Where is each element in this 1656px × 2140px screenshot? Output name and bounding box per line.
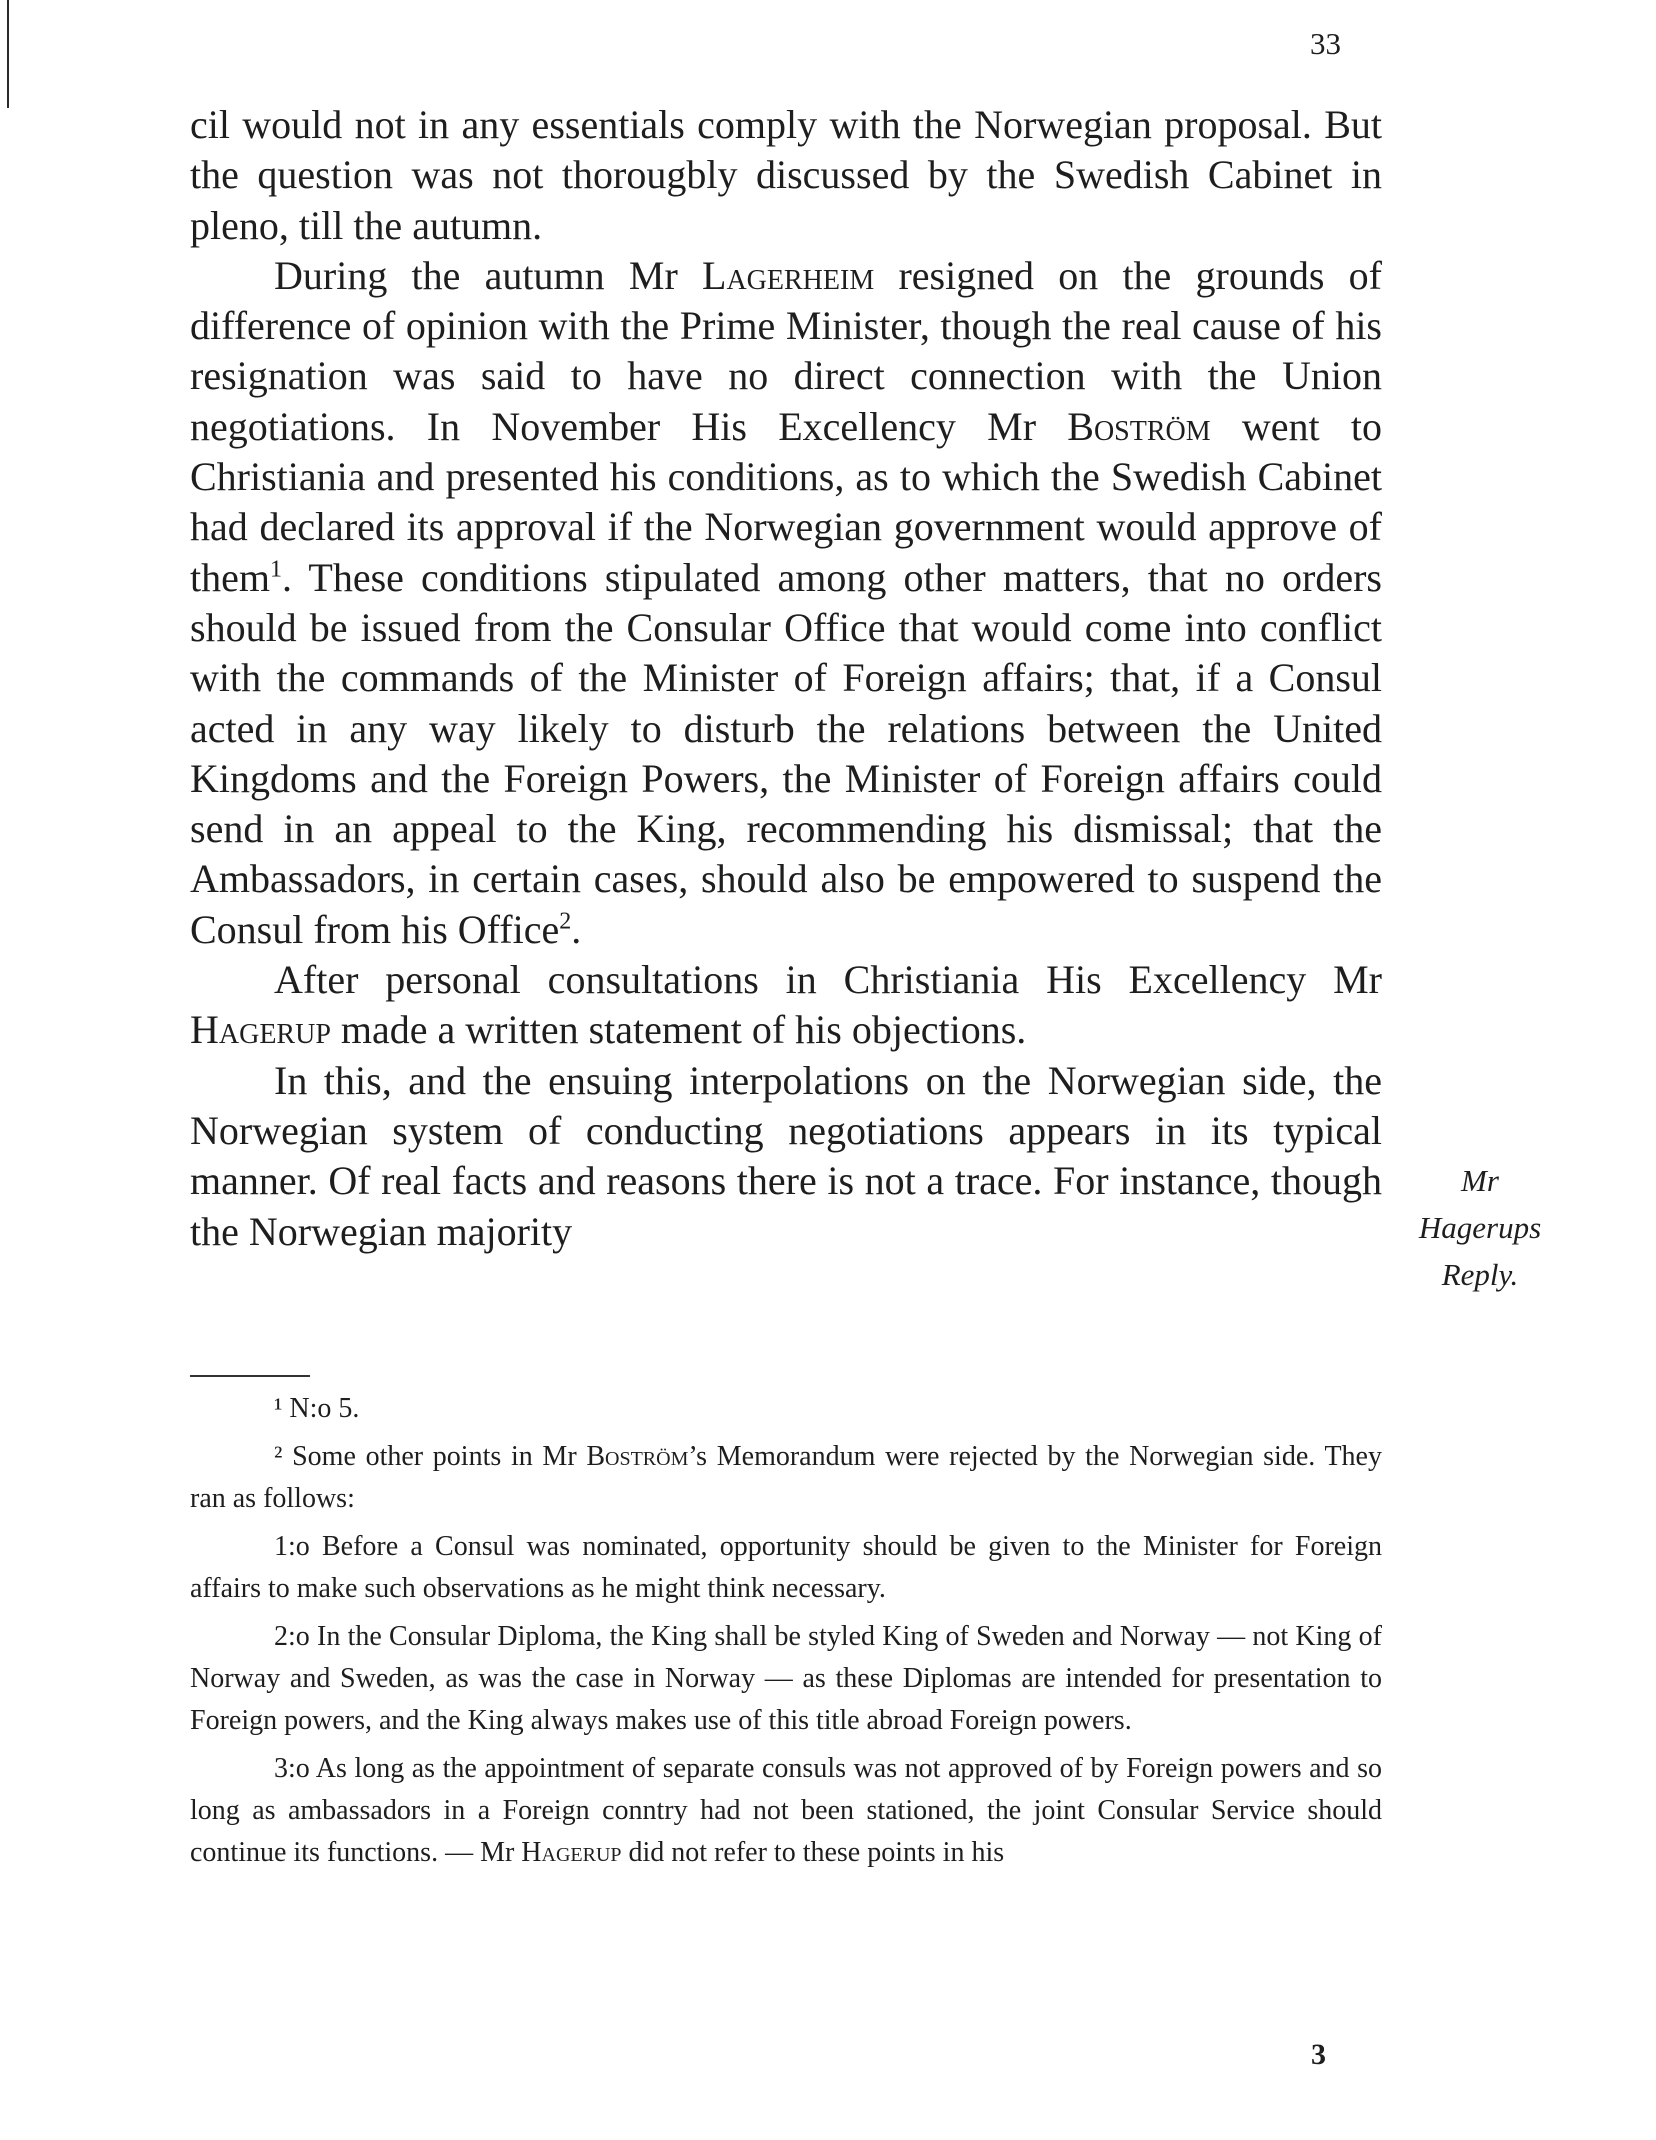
paragraph-2 <box>190 251 1382 955</box>
footnote-divider <box>190 1375 310 1377</box>
person-name-hagerup: Hagerup <box>521 1837 622 1868</box>
margin-note-line: Reply. <box>1441 1257 1519 1292</box>
text-run: After personal consultations in Christiania His Excellency Mr <box>274 957 1382 1003</box>
paragraph-1: cil would not in any essentials comply with the Norwegian proposal. But the question was not thorougbly discussed by the Swedish Cabinet in pleno, till the autumn. <box>190 102 1382 248</box>
page-edge-line <box>7 0 9 108</box>
footnote-2 <box>190 1436 1382 1520</box>
text-run: went to Christiania and presented his conditions, as to which the Swedish Cabinet had declared its approval if the Norwegian government would approve of them <box>190 403 1382 600</box>
person-name-bostrom: Boström <box>586 1441 689 1472</box>
margin-note <box>1400 1157 1560 1298</box>
footnote-item-3 <box>190 1748 1382 1874</box>
footnote-item-1: 1:o Before a Consul was nominated, opportunity should be given to the Minister for Foreign affairs to make such observations as he might think necessary. <box>190 1531 1382 1604</box>
footnote-ref-2: 2 <box>559 908 572 935</box>
person-name-hagerup: Hagerup <box>190 1007 331 1053</box>
margin-note-line: Mr <box>1461 1163 1499 1198</box>
text-run: ² Some other points in Mr <box>274 1441 587 1472</box>
text-run: 3:o As long as the appointment of separate consuls was not approved of by Foreign powers and so long as ambassadors in a Foreign conntry had not been stationed, the joint Consular Service should continue its functions. — Mr <box>190 1753 1382 1868</box>
person-name-bostrom: Boström <box>1067 403 1211 449</box>
text-run: resigned on the grounds of difference of opinion with the Prime Minister, though the real cause of his resignation was said to have no direct connection with the Union negotiations. In November His Excellency Mr <box>190 252 1382 449</box>
person-name-lagerheim: Lagerheim <box>702 252 875 298</box>
paragraph-3 <box>190 955 1382 1056</box>
text-run: ’s Memorandum were rejected by the Norwegian side. They ran as follows: <box>190 1441 1382 1514</box>
paragraph-4: In this, and the ensuing interpolations on the Norwegian side, the Norwegian system of conducting negotiations appears in its typical manner. Of real facts and reasons there is not a trace. For instance, though the Norwegian majority <box>190 1057 1382 1254</box>
footnote-ref-1: 1 <box>269 556 282 583</box>
text-run: did not refer to these points in his <box>621 1837 1005 1868</box>
footnotes <box>190 1388 1382 1880</box>
footnote-item-2: 2:o In the Consular Diploma, the King shall be styled King of Sweden and Norway — not King of Norway and Sweden, as was the case in Norway — as these Diplomas are intended for presentation to Foreign powers, and the King always makes use of this title abroad Foreign powers. <box>190 1621 1382 1736</box>
text-run: . These conditions stipulated among other matters, that no orders should be issued from the Consular Office that would come into conflict with the commands of the Minister of Foreign affairs; that, if a Consul acted in any way likely to disturb the relations between the United Kingdoms and the Foreign Powers, the Minister of Foreign affairs could send in an appeal to the King, recommending his dismissal; that the Ambassadors, in certain cases, should also be empowered to suspend the Consul from his Office <box>190 554 1382 952</box>
footnote-1: ¹ N:o 5. <box>274 1393 360 1424</box>
text-run: . <box>571 906 582 952</box>
main-text <box>190 100 1382 1257</box>
signature-mark: 3 <box>1311 2038 1326 2071</box>
text-run: made a written statement of his objections. <box>330 1007 1027 1053</box>
page-number: 33 <box>1310 26 1341 61</box>
margin-note-line: Hagerups <box>1418 1210 1542 1245</box>
text-run: During the autumn Mr <box>274 252 703 298</box>
